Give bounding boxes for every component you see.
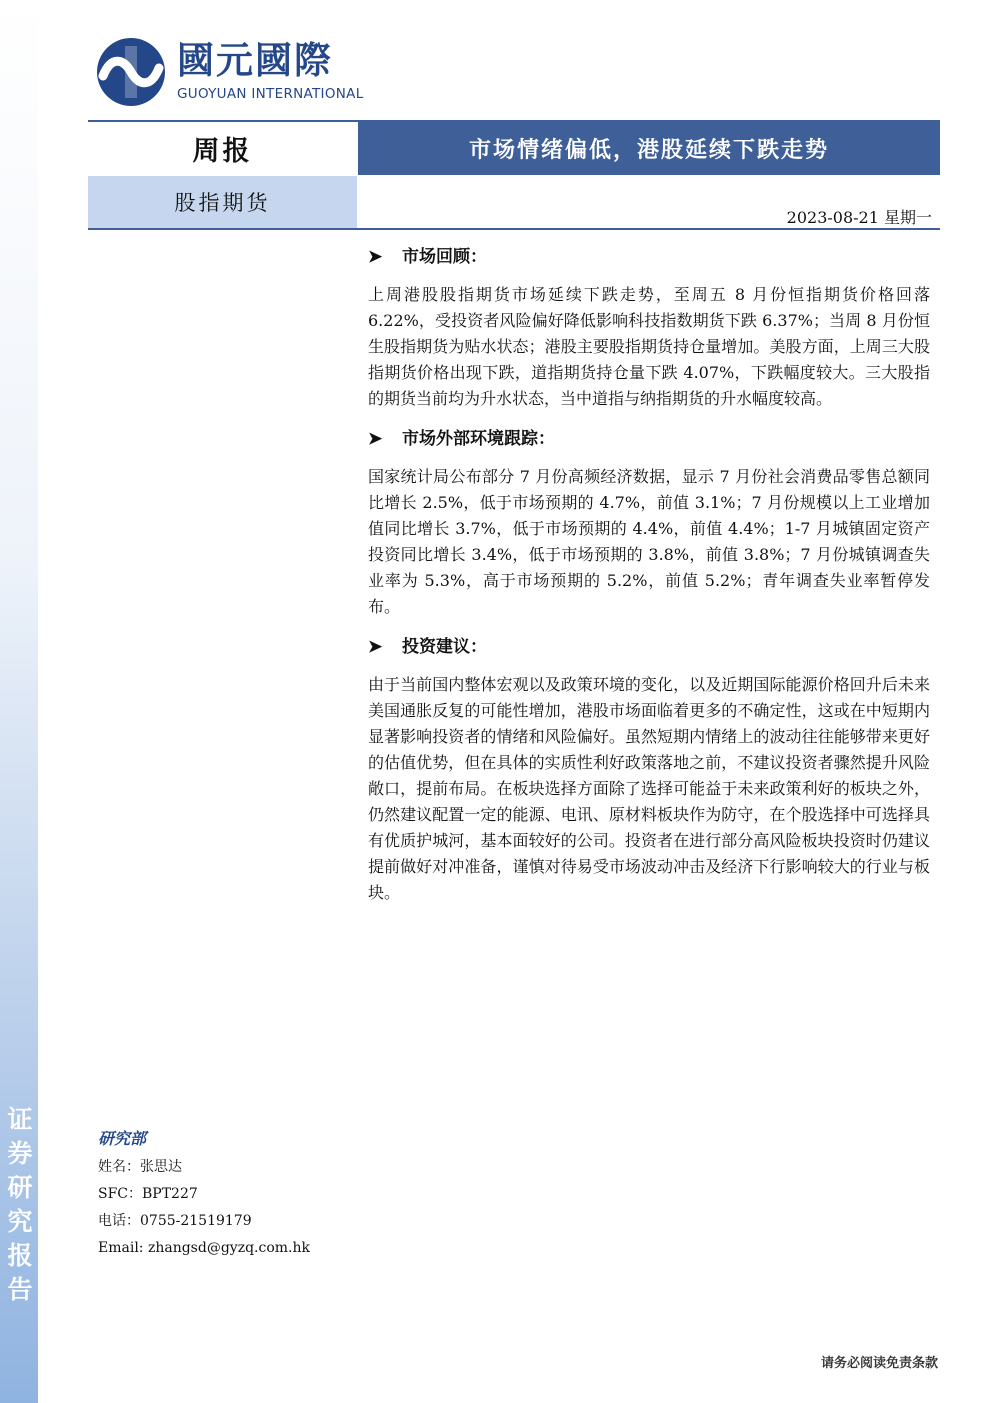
side-label-char: 券	[7, 1139, 33, 1168]
author-block	[98, 1126, 358, 1262]
section-title-investment-advice	[368, 634, 930, 660]
bullet-arrow-icon: ➤	[368, 637, 383, 657]
side-label-char: 证	[7, 1105, 33, 1134]
section-title-text: 市场外部环境跟踪：	[402, 429, 555, 449]
report-body	[368, 244, 930, 920]
company-logo	[95, 36, 365, 108]
author-sfc: SFC：BPT227	[98, 1186, 198, 1202]
section-title-text: 投资建议：	[402, 637, 487, 657]
author-name: 姓名：张思达	[98, 1159, 182, 1175]
author-email[interactable]: Email: zhangsd@gyzq.com.hk	[98, 1240, 310, 1256]
section-paragraph: 上周港股股指期货市场延续下跌走势，至周五 8 月份恒指期货价格回落 6.22%，受投资者风险偏好降低影响科技指数期货下跌 6.37%；当周 8 月份恒生股指期货为贴水状态；港股主要股指期货持仓量增加。美股方面，上周三大股指期货价格出现下跌，道指期货持仓量下跌 4.07%，下跌幅度较大。三大股指的期货当前均为升水状态，当中道指与纳指期货的升水幅度较高。	[368, 285, 930, 408]
side-label-char: 研	[7, 1173, 33, 1202]
guoyuan-logo-icon	[95, 36, 167, 108]
section-title-market-review	[368, 244, 930, 270]
section-paragraph: 国家统计局公布部分 7 月份高频经济数据，显示 7 月份社会消费品零售总额同比增长 2.5%，低于市场预期的 4.7%，前值 3.1%；7 月份规模以上工业增加值同比增长 3.7%，低于市场预期的 4.4%，前值 4.4%；1-7 月城镇固定资产投资同比增长 3.4%，低于市场预期的 3.8%，前值 3.8%；7 月份城镇调查失业率为 5.3%，高于市场预期的 5.2%，前值 5.2%；青年调查失业率暂停发布。	[368, 467, 930, 616]
bullet-arrow-icon: ➤	[368, 429, 383, 449]
header-bottom-rule	[88, 228, 940, 230]
section-paragraph: 由于当前国内整体宏观以及政策环境的变化，以及近期国际能源价格回升后未来美国通胀反复的可能性增加，港股市场面临着更多的不确定性，这或在中短期内显著影响投资者的情绪和风险偏好。虽然短期内情绪上的波动往往能够带来更好的估值优势，但在具体的实质性利好政策落地之前，不建议投资者骤然提升风险敞口，提前布局。在板块选择方面除了选择可能益于未来政策利好的板块之外，仍然建议配置一定的能源、电讯、原材料板块作为防守，在个股选择中可选择具有优质护城河，基本面较好的公司。投资者在进行部分高风险板块投资时仍建议提前做好对冲准备，谨慎对待易受市场波动冲击及经济下行影响较大的行业与板块。	[368, 675, 930, 902]
logo-text-cn: 國元國際	[177, 39, 333, 82]
report-category: 股指期货	[88, 176, 357, 228]
report-date: 2023-08-21 星期一	[786, 208, 932, 227]
author-department: 研究部	[98, 1129, 147, 1148]
bullet-arrow-icon: ➤	[368, 247, 383, 267]
disclaimer-note: 请务必阅读免责条款	[820, 1356, 938, 1371]
side-label-char: 究	[7, 1207, 33, 1236]
logo-text-en: GUOYUAN INTERNATIONAL	[177, 86, 364, 102]
section-title-text: 市场回顾：	[402, 247, 487, 267]
section-title-external-env	[368, 426, 930, 452]
report-type: 周报	[88, 122, 357, 175]
side-label-char: 报	[7, 1241, 33, 1270]
side-label	[5, 1103, 35, 1307]
side-label-char: 告	[7, 1275, 33, 1304]
author-phone: 电话：0755-21519179	[98, 1213, 252, 1229]
report-headline: 市场情绪偏低，港股延续下跌走势	[358, 122, 940, 175]
